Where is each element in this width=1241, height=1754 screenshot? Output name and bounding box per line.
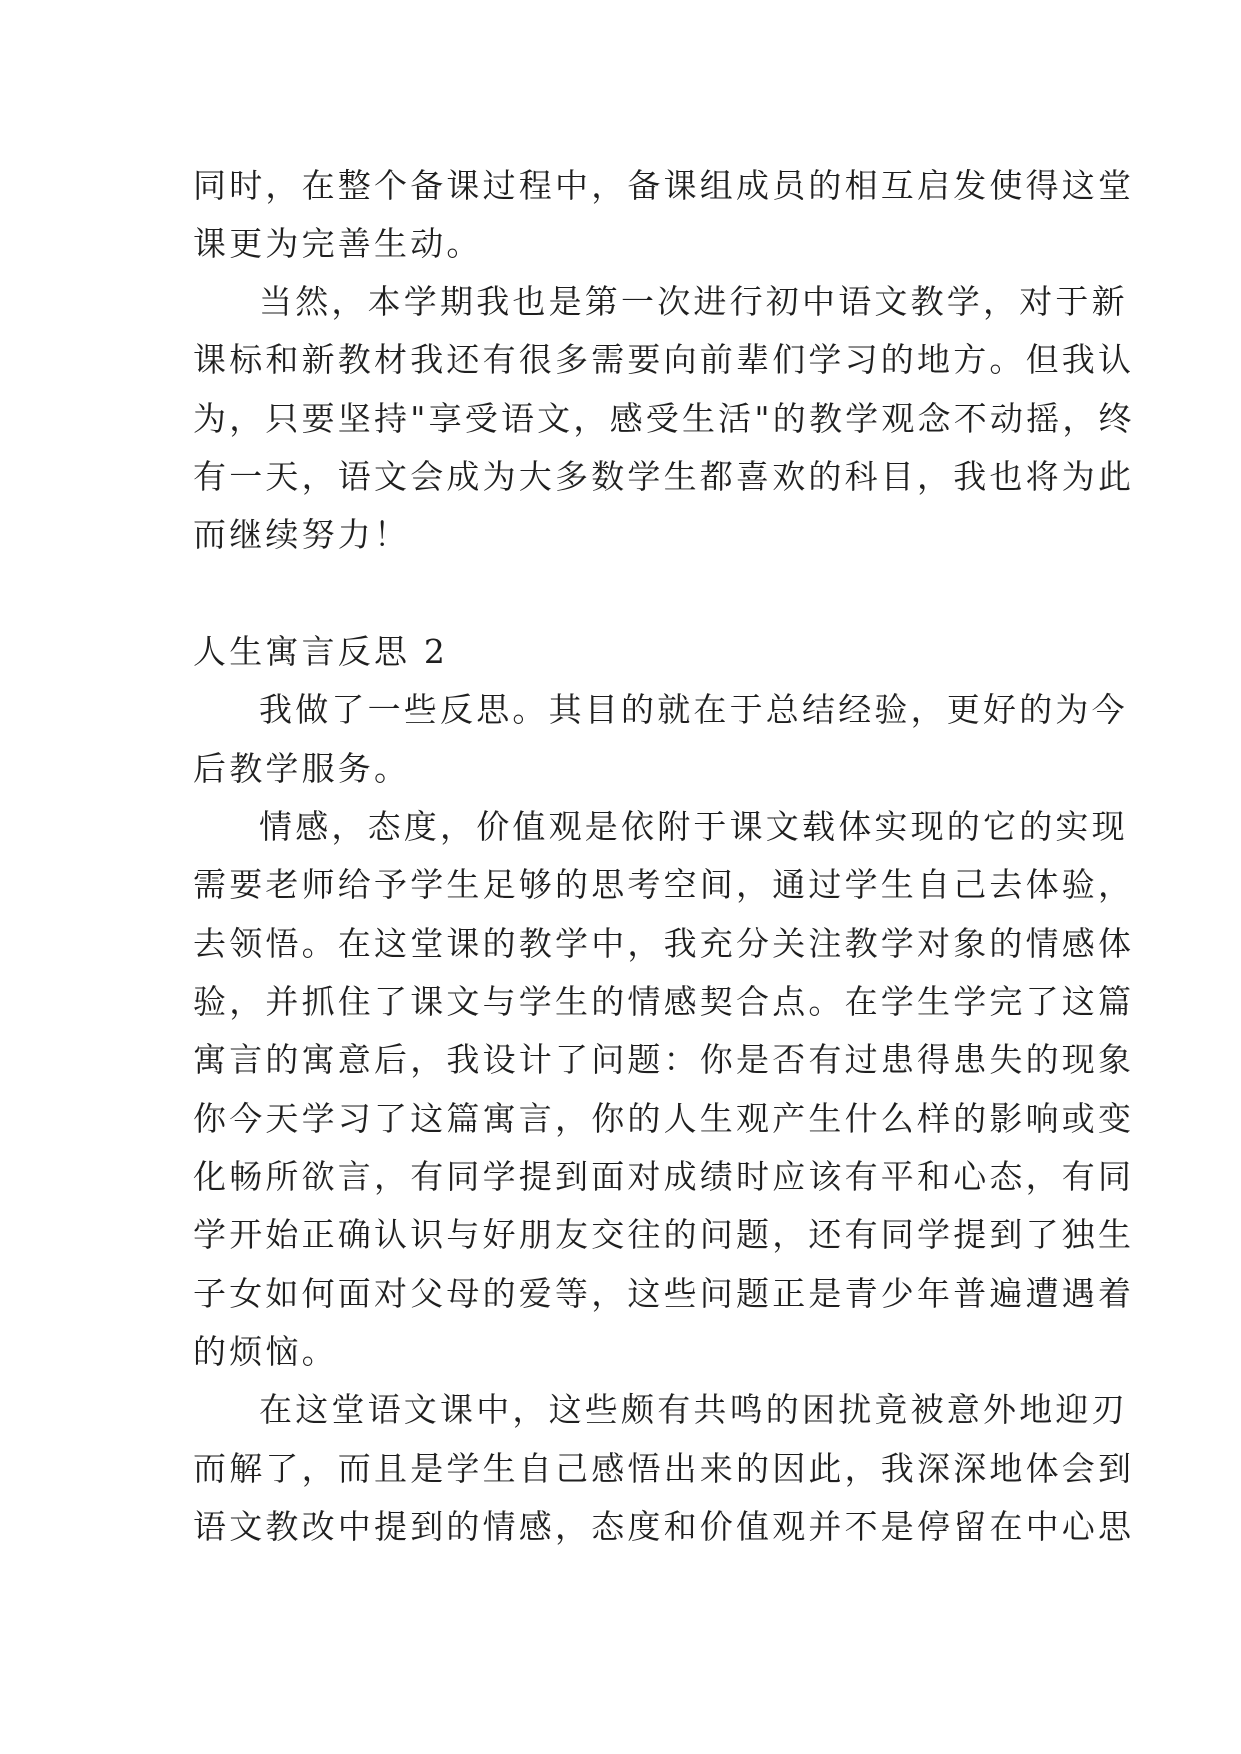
text-line: 情感，态度，价值观是依附于课文载体实现的它的实现 xyxy=(259,807,1128,846)
text-line: 去领悟。在这堂课的教学中，我充分关注教学对象的情感体 xyxy=(193,924,1135,963)
text-line: 课标和新教材我还有很多需要向前辈们学习的地方。但我认 xyxy=(193,340,1135,379)
text-line: 而解了，而且是学生自己感悟出来的因此，我深深地体会到 xyxy=(193,1449,1135,1488)
text-line: 你今天学习了这篇寓言，你的人生观产生什么样的影响或变 xyxy=(193,1099,1135,1138)
text-line: 后教学服务。 xyxy=(193,749,411,788)
text-line: 语文教改中提到的情感，态度和价值观并不是停留在中心思 xyxy=(193,1507,1135,1546)
text-line: 我做了一些反思。其目的就在于总结经验，更好的为今 xyxy=(259,690,1128,729)
text-line: 的烦恼。 xyxy=(193,1332,338,1371)
text-line: 需要老师给予学生足够的思考空间，通过学生自己去体验， xyxy=(193,865,1135,904)
text-line: 当然，本学期我也是第一次进行初中语文教学，对于新 xyxy=(259,282,1128,321)
text-line: 验，并抓住了课文与学生的情感契合点。在学生学完了这篇 xyxy=(193,982,1135,1021)
text-line: 化畅所欲言，有同学提到面对成绩时应该有平和心态，有同 xyxy=(193,1157,1135,1196)
text-line: 而继续努力！ xyxy=(193,515,411,554)
text-line: 寓言的寓意后，我设计了问题：你是否有过患得患失的现象 xyxy=(193,1040,1135,1079)
section-heading: 人生寓言反思 2 xyxy=(193,632,449,671)
text-line: 子女如何面对父母的爱等，这些问题正是青少年普遍遭遇着 xyxy=(193,1274,1135,1313)
text-line: 同时，在整个备课过程中，备课组成员的相互启发使得这堂 xyxy=(193,166,1135,205)
text-line: 学开始正确认识与好朋友交往的问题，还有同学提到了独生 xyxy=(193,1215,1135,1254)
text-line: 课更为完善生动。 xyxy=(193,224,483,263)
text-line: 为，只要坚持"享受语文，感受生活"的教学观念不动摇，终 xyxy=(193,399,1135,438)
text-line: 在这堂语文课中，这些颇有共鸣的困扰竟被意外地迎刃 xyxy=(259,1390,1128,1429)
text-line: 有一天，语文会成为大多数学生都喜欢的科目，我也将为此 xyxy=(193,457,1135,496)
